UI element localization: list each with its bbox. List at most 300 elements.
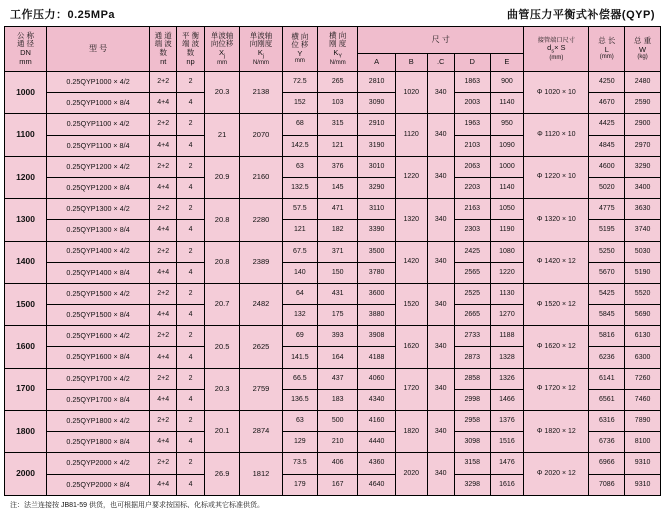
cell-balance-waves: 4 [177, 262, 204, 283]
cell-size-b: 1620 [396, 326, 428, 368]
cell-flange: Φ 1320 × 10 [524, 199, 589, 241]
cell-model: 0.25QYP1700 × 8/4 [47, 389, 150, 410]
col-dn-l4: mm [19, 56, 32, 66]
cell-channel-waves: 2+2 [150, 411, 177, 432]
cell-model: 0.25QYP1500 × 8/4 [47, 305, 150, 326]
cell-total-weight: 3740 [625, 220, 661, 241]
cell-balance-waves: 2 [177, 241, 204, 262]
cell-lateral-displacement: 72.5 [282, 72, 318, 93]
col-balance-l4: np [186, 56, 195, 66]
cell-lateral-stiffness: 393 [318, 326, 358, 347]
cell-balance-waves: 2 [177, 368, 204, 389]
cell-total-length: 4775 [589, 199, 625, 220]
cell-lateral-displacement: 179 [282, 474, 318, 495]
cell-size-a: 3780 [358, 262, 396, 283]
table-row [5, 156, 661, 177]
cell-model: 0.25QYP1200 × 8/4 [47, 177, 150, 198]
cell-channel-waves: 2+2 [150, 283, 177, 304]
cell-total-length: 4845 [589, 135, 625, 156]
cell-lateral-displacement: 63 [282, 156, 318, 177]
cell-size-a: 4640 [358, 474, 396, 495]
col-kj-unit: N/mm [252, 59, 269, 66]
cell-size-e: 1476 [490, 453, 524, 474]
cell-size-e: 1516 [490, 432, 524, 453]
cell-lateral-displacement: 136.5 [282, 389, 318, 410]
cell-size-d: 2063 [454, 156, 490, 177]
col-kj-l2: 向刚度 [249, 39, 273, 49]
cell-lateral-stiffness: 175 [318, 305, 358, 326]
col-ky-l1: 横 向 [329, 30, 347, 40]
cell-lateral-displacement: 73.5 [282, 453, 318, 474]
col-flange-l1: 接管端口尺寸 [537, 36, 575, 44]
cell-size-d: 3298 [454, 474, 490, 495]
cell-lateral-stiffness: 500 [318, 411, 358, 432]
cell-size-b: 1220 [396, 156, 428, 198]
cell-total-weight: 3630 [625, 199, 661, 220]
cell-flange: Φ 1820 × 12 [524, 411, 589, 453]
cell-dn: 1700 [5, 368, 47, 410]
cell-size-c: 340 [427, 156, 454, 198]
cell-channel-waves: 4+4 [150, 135, 177, 156]
cell-total-length: 6966 [589, 453, 625, 474]
cell-balance-waves: 4 [177, 220, 204, 241]
cell-size-e: 1326 [490, 368, 524, 389]
cell-total-weight: 5520 [625, 283, 661, 304]
cell-lateral-stiffness: 103 [318, 93, 358, 114]
cell-channel-waves: 2+2 [150, 453, 177, 474]
cell-dn: 1600 [5, 326, 47, 368]
cell-size-e: 1190 [490, 220, 524, 241]
cell-size-d: 3158 [454, 453, 490, 474]
col-size-group: 尺 寸 [358, 27, 524, 54]
cell-total-weight: 3400 [625, 177, 661, 198]
cell-lateral-stiffness: 471 [318, 199, 358, 220]
cell-model: 0.25QYP1600 × 4/2 [47, 326, 150, 347]
cell-dn: 1400 [5, 241, 47, 283]
cell-lateral-displacement: 121 [282, 220, 318, 241]
col-balance-l3: 数 [186, 48, 195, 57]
cell-balance-waves: 2 [177, 453, 204, 474]
cell-lateral-displacement: 142.5 [282, 135, 318, 156]
col-channel-l1: 通 道 [154, 30, 172, 40]
cell-size-a: 4440 [358, 432, 396, 453]
col-xj-l1: 单波轴 [210, 30, 234, 40]
col-y-unit: mm [294, 58, 305, 65]
cell-flange: Φ 2020 × 12 [524, 453, 589, 495]
col-channel-l2: 端 波 [154, 39, 172, 49]
col-flange-unit: (mm) [549, 54, 564, 61]
col-l-unit: (mm) [599, 54, 614, 61]
cell-size-d: 3098 [454, 432, 490, 453]
cell-axial-stiffness: 2070 [240, 114, 282, 156]
cell-balance-waves: 2 [177, 326, 204, 347]
cell-total-weight: 6130 [625, 326, 661, 347]
cell-size-b: 1320 [396, 199, 428, 241]
col-xj-l2: 向位移 [210, 39, 234, 49]
cell-total-weight: 2970 [625, 135, 661, 156]
cell-size-a: 3600 [358, 283, 396, 304]
cell-lateral-stiffness: 406 [318, 453, 358, 474]
cell-total-weight: 9310 [625, 453, 661, 474]
cell-axial-displacement: 20.7 [204, 283, 240, 325]
cell-size-b: 1820 [396, 411, 428, 453]
cell-model: 0.25QYP1300 × 4/2 [47, 199, 150, 220]
cell-axial-stiffness: 2482 [240, 283, 282, 325]
cell-dn: 1500 [5, 283, 47, 325]
cell-total-length: 5816 [589, 326, 625, 347]
cell-total-length: 4425 [589, 114, 625, 135]
cell-balance-waves: 2 [177, 199, 204, 220]
cell-axial-stiffness: 2625 [240, 326, 282, 368]
cell-size-d: 1963 [454, 114, 490, 135]
col-l-l1: 总 长 [598, 35, 616, 45]
cell-lateral-stiffness: 182 [318, 220, 358, 241]
cell-balance-waves: 4 [177, 135, 204, 156]
col-y-l1: 横 向 [291, 31, 309, 41]
cell-dn: 1000 [5, 72, 47, 114]
table-row [5, 368, 661, 389]
cell-size-c: 340 [427, 453, 454, 495]
cell-lateral-displacement: 57.5 [282, 199, 318, 220]
cell-dn: 1800 [5, 411, 47, 453]
cell-total-length: 6736 [589, 432, 625, 453]
cell-size-a: 3010 [358, 156, 396, 177]
cell-axial-displacement: 20.8 [204, 199, 240, 241]
col-balance-waves [177, 27, 204, 72]
cell-total-weight: 7460 [625, 389, 661, 410]
cell-lateral-displacement: 63 [282, 411, 318, 432]
col-y-symbol: Y [297, 48, 303, 58]
cell-lateral-displacement: 68 [282, 114, 318, 135]
cell-model: 0.25QYP1000 × 4/2 [47, 72, 150, 93]
cell-total-length: 4670 [589, 93, 625, 114]
cell-axial-displacement: 20.5 [204, 326, 240, 368]
col-w-symbol: W [639, 44, 647, 54]
cell-size-d: 2565 [454, 262, 490, 283]
cell-total-length: 5195 [589, 220, 625, 241]
cell-size-b: 1020 [396, 72, 428, 114]
cell-lateral-displacement: 67.5 [282, 241, 318, 262]
cell-size-d: 2525 [454, 283, 490, 304]
cell-channel-waves: 2+2 [150, 368, 177, 389]
cell-channel-waves: 4+4 [150, 177, 177, 198]
cell-size-e: 1130 [490, 283, 524, 304]
cell-balance-waves: 4 [177, 177, 204, 198]
col-balance-l1: 平 衡 [182, 30, 200, 40]
table-body [5, 72, 661, 496]
cell-size-c: 340 [427, 114, 454, 156]
col-size-a: A [358, 54, 396, 72]
col-dn-l1: 公 称 [16, 30, 35, 40]
cell-flange: Φ 1420 × 12 [524, 241, 589, 283]
cell-size-d: 2163 [454, 199, 490, 220]
cell-model: 0.25QYP1700 × 4/2 [47, 368, 150, 389]
col-l-symbol: L [604, 44, 609, 54]
cell-lateral-stiffness: 431 [318, 283, 358, 304]
footer-note: 注：法兰连接按 JB81-59 供货，也可根据用户要求按国标、化标或其它标准供货。 [10, 501, 264, 509]
cell-channel-waves: 4+4 [150, 262, 177, 283]
col-single-axial-stiffness [240, 27, 282, 72]
cell-channel-waves: 2+2 [150, 114, 177, 135]
cell-size-d: 2733 [454, 326, 490, 347]
cell-lateral-stiffness: 437 [318, 368, 358, 389]
table-row [5, 72, 661, 93]
cell-channel-waves: 4+4 [150, 389, 177, 410]
cell-size-c: 340 [427, 326, 454, 368]
col-ky-unit: N/mm [329, 59, 346, 66]
cell-size-a: 3190 [358, 135, 396, 156]
cell-size-c: 340 [427, 368, 454, 410]
cell-channel-waves: 2+2 [150, 72, 177, 93]
cell-axial-displacement: 20.1 [204, 411, 240, 453]
col-lateral-stiffness [318, 27, 358, 72]
cell-lateral-displacement: 64 [282, 283, 318, 304]
col-model: 型 号 [47, 27, 150, 72]
cell-size-d: 2203 [454, 177, 490, 198]
cell-model: 0.25QYP1200 × 4/2 [47, 156, 150, 177]
cell-size-e: 1616 [490, 474, 524, 495]
cell-model: 0.25QYP1400 × 4/2 [47, 241, 150, 262]
cell-model: 0.25QYP1500 × 4/2 [47, 283, 150, 304]
cell-size-a: 3500 [358, 241, 396, 262]
cell-lateral-displacement: 132 [282, 305, 318, 326]
table-row [5, 411, 661, 432]
col-w-unit: (kg) [637, 54, 648, 61]
col-channel-l4: nt [160, 56, 167, 66]
cell-total-length: 6316 [589, 411, 625, 432]
table-row [5, 326, 661, 347]
cell-total-length: 5250 [589, 241, 625, 262]
cell-total-length: 5670 [589, 262, 625, 283]
cell-lateral-stiffness: 210 [318, 432, 358, 453]
cell-size-a: 4060 [358, 368, 396, 389]
table-row [5, 283, 661, 304]
cell-axial-stiffness: 2160 [240, 156, 282, 198]
col-size-c: .C [427, 54, 454, 72]
cell-lateral-displacement: 129 [282, 432, 318, 453]
col-dn-l2: 通 径 [16, 39, 35, 49]
col-xj-symbol: $X_j$ [218, 47, 226, 60]
cell-balance-waves: 2 [177, 72, 204, 93]
cell-balance-waves: 2 [177, 114, 204, 135]
cell-channel-waves: 4+4 [150, 220, 177, 241]
page-header [4, 6, 661, 26]
cell-size-e: 1328 [490, 347, 524, 368]
cell-axial-stiffness: 2874 [240, 411, 282, 453]
cell-size-c: 340 [427, 199, 454, 241]
cell-total-length: 5020 [589, 177, 625, 198]
cell-axial-stiffness: 2138 [240, 72, 282, 114]
cell-size-d: 2998 [454, 389, 490, 410]
cell-channel-waves: 4+4 [150, 93, 177, 114]
cell-balance-waves: 2 [177, 411, 204, 432]
cell-dn: 1100 [5, 114, 47, 156]
cell-balance-waves: 4 [177, 93, 204, 114]
col-channel-waves [150, 27, 177, 72]
cell-total-length: 4250 [589, 72, 625, 93]
cell-channel-waves: 4+4 [150, 347, 177, 368]
cell-size-e: 1188 [490, 326, 524, 347]
col-dn-l3: DN [20, 48, 31, 57]
cell-total-weight: 9310 [625, 474, 661, 495]
cell-total-length: 5845 [589, 305, 625, 326]
cell-size-a: 3390 [358, 220, 396, 241]
cell-lateral-stiffness: 183 [318, 389, 358, 410]
cell-size-a: 2910 [358, 114, 396, 135]
cell-size-d: 2958 [454, 411, 490, 432]
cell-size-e: 1050 [490, 199, 524, 220]
cell-size-d: 2103 [454, 135, 490, 156]
col-size-b: B [396, 54, 428, 72]
cell-lateral-stiffness: 315 [318, 114, 358, 135]
cell-size-a: 4188 [358, 347, 396, 368]
cell-size-a: 3290 [358, 177, 396, 198]
col-total-length [589, 27, 625, 72]
cell-balance-waves: 4 [177, 305, 204, 326]
spec-table [4, 26, 661, 496]
cell-model: 0.25QYP1800 × 4/2 [47, 411, 150, 432]
table-head [5, 27, 661, 72]
cell-model: 0.25QYP2000 × 8/4 [47, 474, 150, 495]
col-channel-l3: 数 [159, 48, 167, 57]
cell-flange: Φ 1120 × 10 [524, 114, 589, 156]
cell-total-weight: 2900 [625, 114, 661, 135]
col-w-l1: 总 重 [634, 35, 652, 45]
cell-size-a: 2810 [358, 72, 396, 93]
cell-balance-waves: 4 [177, 347, 204, 368]
cell-lateral-displacement: 141.5 [282, 347, 318, 368]
cell-model: 0.25QYP2000 × 4/2 [47, 453, 150, 474]
cell-dn: 1200 [5, 156, 47, 198]
cell-size-c: 340 [427, 72, 454, 114]
cell-model: 0.25QYP1300 × 8/4 [47, 220, 150, 241]
col-total-weight [625, 27, 661, 72]
cell-size-e: 1080 [490, 241, 524, 262]
cell-total-length: 6236 [589, 347, 625, 368]
cell-size-d: 2858 [454, 368, 490, 389]
cell-lateral-displacement: 140 [282, 262, 318, 283]
cell-size-d: 2003 [454, 93, 490, 114]
cell-balance-waves: 2 [177, 156, 204, 177]
cell-lateral-stiffness: 265 [318, 72, 358, 93]
cell-total-weight: 5690 [625, 305, 661, 326]
cell-axial-stiffness: 1812 [240, 453, 282, 495]
cell-total-length: 7086 [589, 474, 625, 495]
cell-size-a: 3090 [358, 93, 396, 114]
col-balance-l2: 端 波 [182, 39, 200, 49]
cell-lateral-displacement: 69 [282, 326, 318, 347]
cell-channel-waves: 4+4 [150, 305, 177, 326]
cell-size-e: 1140 [490, 93, 524, 114]
col-ky-symbol: $K_Y$ [333, 47, 343, 60]
cell-axial-stiffness: 2280 [240, 199, 282, 241]
cell-axial-displacement: 20.8 [204, 241, 240, 283]
cell-total-length: 5425 [589, 283, 625, 304]
col-size-d: D [454, 54, 490, 72]
cell-total-weight: 7260 [625, 368, 661, 389]
cell-size-e: 1140 [490, 177, 524, 198]
col-y-l2: 位 移 [291, 40, 309, 50]
cell-size-d: 2425 [454, 241, 490, 262]
cell-size-b: 1720 [396, 368, 428, 410]
cell-size-e: 1466 [490, 389, 524, 410]
cell-flange: Φ 1720 × 12 [524, 368, 589, 410]
cell-size-a: 4340 [358, 389, 396, 410]
cell-channel-waves: 2+2 [150, 326, 177, 347]
cell-dn: 2000 [5, 453, 47, 495]
cell-size-a: 4160 [358, 411, 396, 432]
cell-size-c: 340 [427, 411, 454, 453]
cell-flange: Φ 1620 × 12 [524, 326, 589, 368]
table-row [5, 453, 661, 474]
cell-size-d: 1863 [454, 72, 490, 93]
col-kj-l1: 单波轴 [249, 30, 273, 40]
cell-channel-waves: 2+2 [150, 241, 177, 262]
cell-balance-waves: 4 [177, 389, 204, 410]
cell-axial-stiffness: 2759 [240, 368, 282, 410]
table-row [5, 241, 661, 262]
col-ky-l2: 刚 度 [329, 39, 347, 49]
cell-size-a: 3908 [358, 326, 396, 347]
cell-total-weight: 6300 [625, 347, 661, 368]
cell-lateral-stiffness: 371 [318, 241, 358, 262]
cell-axial-displacement: 21 [204, 114, 240, 156]
cell-model: 0.25QYP1600 × 8/4 [47, 347, 150, 368]
col-dn [5, 27, 47, 72]
cell-size-d: 2873 [454, 347, 490, 368]
cell-total-weight: 5030 [625, 241, 661, 262]
col-flange [524, 27, 589, 72]
cell-size-c: 340 [427, 283, 454, 325]
cell-axial-displacement: 26.9 [204, 453, 240, 495]
table-row [5, 114, 661, 135]
cell-size-d: 2665 [454, 305, 490, 326]
cell-axial-displacement: 20.3 [204, 368, 240, 410]
col-kj-symbol: $K_j$ [257, 47, 265, 60]
col-lateral-displacement [282, 27, 318, 72]
cell-size-a: 3110 [358, 199, 396, 220]
cell-lateral-stiffness: 376 [318, 156, 358, 177]
cell-size-b: 1120 [396, 114, 428, 156]
cell-flange: Φ 1020 × 10 [524, 72, 589, 114]
cell-size-e: 950 [490, 114, 524, 135]
cell-model: 0.25QYP1000 × 8/4 [47, 93, 150, 114]
cell-axial-displacement: 20.3 [204, 72, 240, 114]
cell-size-a: 3880 [358, 305, 396, 326]
cell-total-length: 6561 [589, 389, 625, 410]
cell-balance-waves: 2 [177, 283, 204, 304]
cell-size-e: 1090 [490, 135, 524, 156]
cell-total-weight: 8100 [625, 432, 661, 453]
cell-total-length: 4600 [589, 156, 625, 177]
cell-size-b: 2020 [396, 453, 428, 495]
cell-model: 0.25QYP1400 × 8/4 [47, 262, 150, 283]
cell-model: 0.25QYP1100 × 8/4 [47, 135, 150, 156]
cell-balance-waves: 4 [177, 474, 204, 495]
cell-channel-waves: 2+2 [150, 156, 177, 177]
cell-total-weight: 5190 [625, 262, 661, 283]
cell-size-e: 1220 [490, 262, 524, 283]
cell-total-weight: 2480 [625, 72, 661, 93]
cell-size-b: 1420 [396, 241, 428, 283]
cell-flange: Φ 1520 × 12 [524, 283, 589, 325]
cell-lateral-stiffness: 164 [318, 347, 358, 368]
cell-size-e: 1376 [490, 411, 524, 432]
cell-total-length: 6141 [589, 368, 625, 389]
cell-dn: 1300 [5, 199, 47, 241]
cell-channel-waves: 4+4 [150, 432, 177, 453]
cell-balance-waves: 4 [177, 432, 204, 453]
